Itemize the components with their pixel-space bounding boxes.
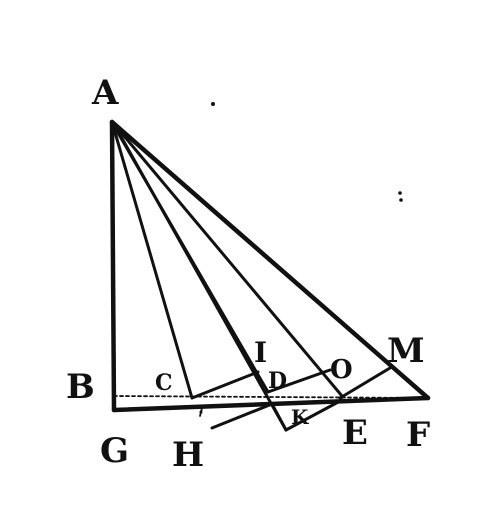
line-a-h bbox=[112, 122, 192, 398]
label-f: F bbox=[406, 415, 431, 455]
line-a-e bbox=[114, 124, 342, 396]
label-c: C bbox=[155, 370, 173, 396]
line-a-k bbox=[114, 124, 286, 430]
label-h: H bbox=[172, 435, 205, 475]
speck-1 bbox=[211, 102, 215, 106]
label-o: O bbox=[330, 355, 353, 385]
label-g: G bbox=[100, 431, 130, 471]
speck-3 bbox=[399, 198, 403, 202]
label-m: M bbox=[387, 331, 425, 371]
label-k: K bbox=[291, 405, 309, 429]
line-a-g bbox=[112, 122, 114, 410]
line-h-i bbox=[192, 372, 258, 398]
line-d-k-short bbox=[272, 404, 286, 430]
line-b-f-dotted bbox=[114, 396, 428, 398]
label-e: E bbox=[342, 413, 368, 453]
label-a: A bbox=[92, 73, 119, 113]
label-i: I bbox=[254, 336, 268, 369]
label-d: D bbox=[268, 368, 288, 394]
line-a-f bbox=[112, 122, 428, 398]
label-b: B bbox=[66, 367, 95, 407]
speck-4 bbox=[200, 411, 203, 414]
speck-2 bbox=[398, 191, 402, 195]
